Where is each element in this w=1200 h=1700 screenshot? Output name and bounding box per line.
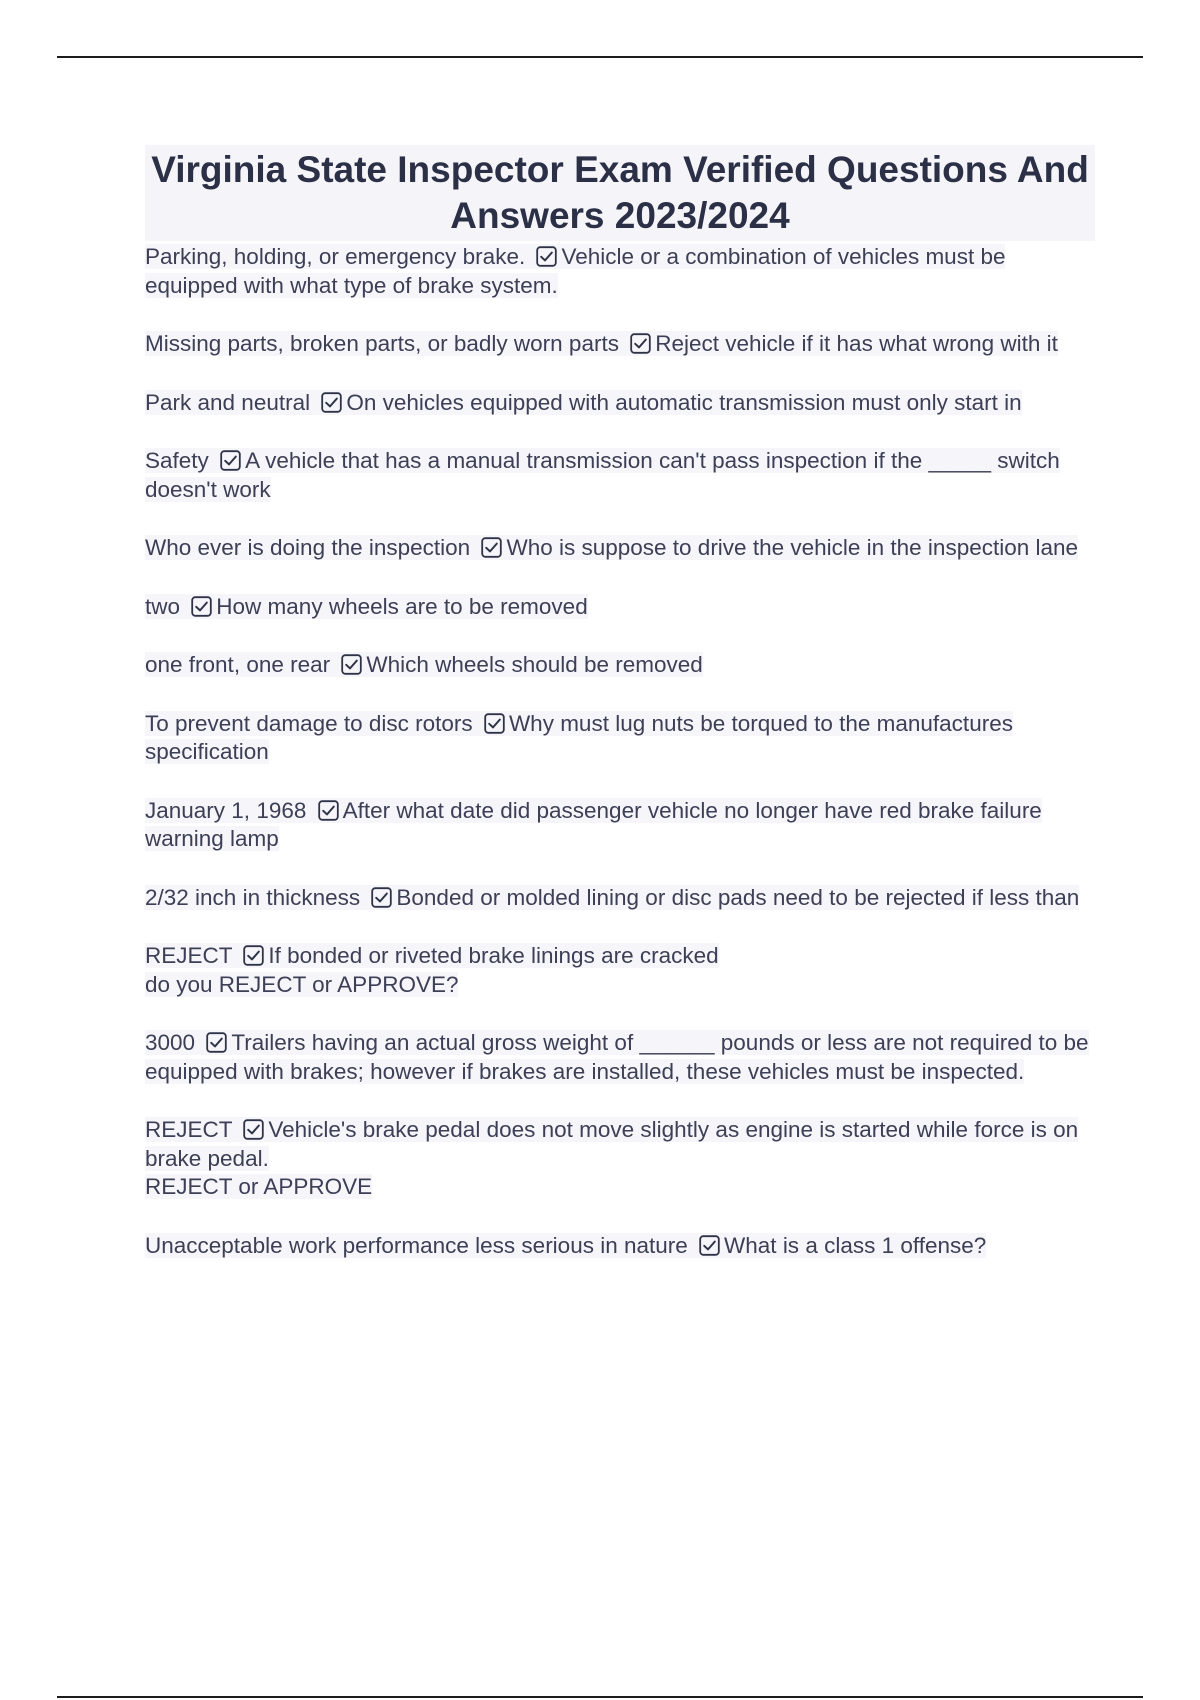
qa-item-text xyxy=(145,331,1058,356)
qa-item xyxy=(145,534,1095,563)
answer-text: To prevent damage to disc rotors xyxy=(145,710,473,736)
qa-item xyxy=(145,942,1095,999)
qa-item-text xyxy=(145,448,1060,502)
checkbox-checked-icon xyxy=(699,1235,720,1256)
checkbox-checked-icon xyxy=(371,887,392,908)
answer-text: 2/32 inch in thickness xyxy=(145,884,361,910)
checkbox-checked-icon xyxy=(220,450,241,471)
answer-text: Unacceptable work performance less serious in nature xyxy=(145,1232,688,1258)
qa-item xyxy=(145,593,1095,622)
checkbox-checked-icon xyxy=(243,945,264,966)
answer-text: Parking, holding, or emergency brake. xyxy=(145,244,526,269)
top-rule xyxy=(57,56,1143,58)
qa-item xyxy=(145,1116,1095,1202)
answer-text: REJECT xyxy=(145,1117,233,1142)
question-text: Who is suppose to drive the vehicle in the inspection lane xyxy=(506,535,1079,560)
qa-item-text xyxy=(145,652,703,677)
answer-text: Missing parts, broken parts, or badly worn parts xyxy=(145,331,619,356)
answer-text: Safety xyxy=(145,448,209,473)
question-text: How many wheels are to be removed xyxy=(216,593,588,619)
qa-item-text xyxy=(145,711,1013,765)
qa-item-text xyxy=(145,535,1078,560)
qa-item-text xyxy=(145,885,1079,910)
checkbox-checked-icon xyxy=(484,713,505,734)
qa-item-text xyxy=(145,594,588,619)
qa-item xyxy=(145,243,1095,300)
question-text: What is a class 1 offense? xyxy=(724,1232,987,1258)
question-text: Reject vehicle if it has what wrong with it xyxy=(655,331,1058,356)
question-text: Vehicle or a combination of vehicles must be equipped with what type of brake system. xyxy=(145,244,1006,298)
qa-item-text xyxy=(145,244,1005,298)
checkbox-checked-icon xyxy=(481,537,502,558)
qa-item xyxy=(145,1232,1095,1261)
document-body xyxy=(145,145,1095,1260)
answer-text: two xyxy=(145,593,181,619)
question-text: A vehicle that has a manual transmission can't pass inspection if the _____ switch doesn't work xyxy=(145,448,1060,502)
question-text: Trailers having an actual gross weight of ______ pounds or less are not required to be equipped with brakes; however if brakes are installed, these vehicles must be inspected. xyxy=(145,1030,1089,1084)
question-text: Vehicle's brake pedal does not move slightly as engine is started while force is on brake pedal. REJECT or APPROVE xyxy=(145,1117,1079,1199)
question-text: If bonded or riveted brake linings are cracked do you REJECT or APPROVE? xyxy=(145,943,719,997)
checkbox-checked-icon xyxy=(536,246,557,267)
qa-item xyxy=(145,389,1095,418)
qa-item xyxy=(145,330,1095,359)
qa-item-text xyxy=(145,1030,1089,1084)
answer-text: REJECT xyxy=(145,943,233,968)
qa-item-text xyxy=(145,798,1042,852)
answer-text: 3000 xyxy=(145,1030,196,1055)
checkbox-checked-icon xyxy=(206,1032,227,1053)
qa-item-text xyxy=(145,390,1022,415)
answer-text: Who ever is doing the inspection xyxy=(145,535,471,560)
question-text: Which wheels should be removed xyxy=(366,652,703,677)
checkbox-checked-icon xyxy=(321,392,342,413)
qa-item-text xyxy=(145,943,719,997)
answer-text: Park and neutral xyxy=(145,389,311,415)
answer-text: January 1, 1968 xyxy=(145,797,307,823)
checkbox-checked-icon xyxy=(191,596,212,617)
qa-item xyxy=(145,651,1095,680)
checkbox-checked-icon xyxy=(243,1119,264,1140)
checkbox-checked-icon xyxy=(630,333,651,354)
question-text: Bonded or molded lining or disc pads need to be rejected if less than xyxy=(396,884,1080,910)
answer-text: one front, one rear xyxy=(145,652,331,677)
qa-item xyxy=(145,1029,1095,1086)
bottom-rule xyxy=(57,1696,1143,1698)
qa-list xyxy=(145,243,1095,1260)
qa-item xyxy=(145,884,1095,913)
question-text: After what date did passenger vehicle no longer have red brake failure warning lamp xyxy=(145,797,1042,851)
question-text: Why must lug nuts be torqued to the manufactures specification xyxy=(145,710,1013,764)
qa-item xyxy=(145,797,1095,854)
checkbox-checked-icon xyxy=(341,654,362,675)
qa-item-text xyxy=(145,1117,1078,1199)
checkbox-checked-icon xyxy=(318,800,339,821)
qa-item xyxy=(145,710,1095,767)
document-title: Virginia State Inspector Exam Verified Questions And Answers 2023/2024 xyxy=(145,145,1095,241)
qa-item xyxy=(145,447,1095,504)
question-text: On vehicles equipped with automatic transmission must only start in xyxy=(346,389,1022,415)
qa-item-text xyxy=(145,1233,986,1258)
